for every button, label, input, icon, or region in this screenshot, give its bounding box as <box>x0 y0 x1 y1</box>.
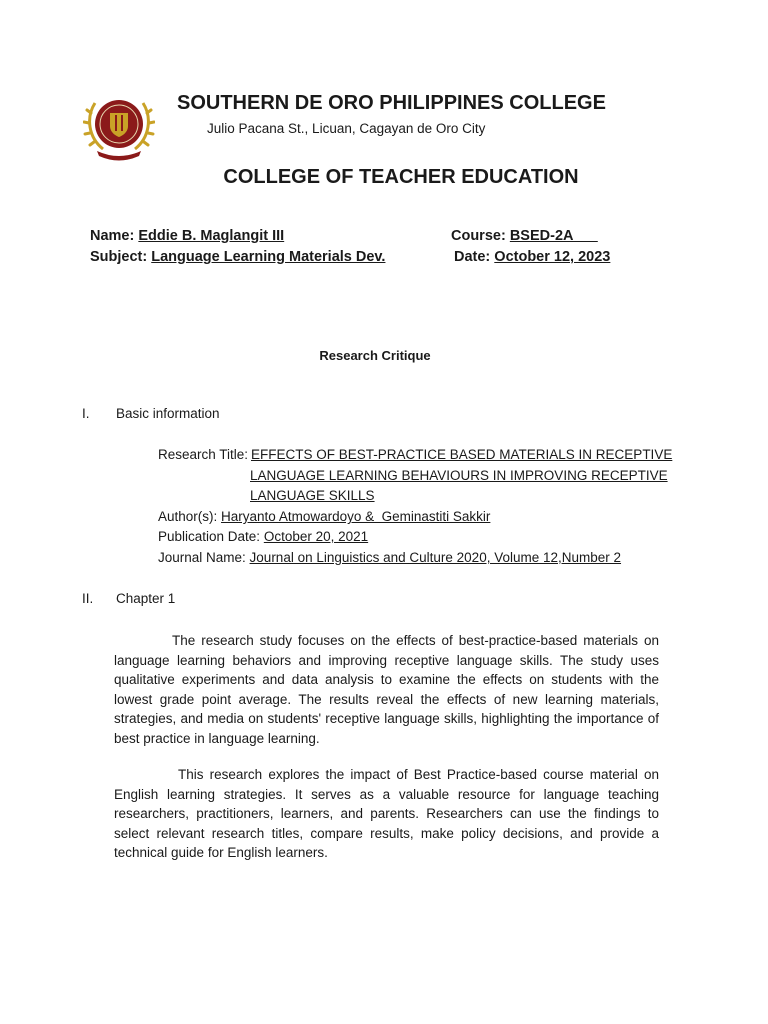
journal-value: Journal on Linguistics and Culture 2020, Volume 12,Number 2 <box>249 550 622 565</box>
course-field <box>451 228 598 244</box>
publication-date-value: October 20, 2021 <box>263 529 369 544</box>
section-number: II. <box>82 591 94 606</box>
paragraph: This research explores the impact of Best Practice-based course material on English learning strategies. It serves as a valuable resource for language teaching researchers, practitioners, learners, and parents. Researchers can use the findings to select relevant research titles, compare results, make policy decisions, and provide a technical guide for English learners. <box>114 767 659 861</box>
department-title: COLLEGE OF TEACHER EDUCATION <box>223 166 579 188</box>
name-field <box>90 228 284 244</box>
subject-field <box>90 249 385 265</box>
subject-label: Subject: <box>90 249 152 265</box>
journal-field <box>158 550 621 565</box>
subject-value: Language Learning Materials Dev. <box>151 249 386 265</box>
publication-date-label: Publication Date: <box>158 529 264 544</box>
section-title-chapter-1: Chapter 1 <box>116 591 176 606</box>
name-value: Eddie B. Maglangit III <box>138 228 285 244</box>
course-label: Course: <box>451 228 510 244</box>
research-title-line: EFFECTS OF BEST-PRACTICE BASED MATERIALS IN RECEPTIVE <box>251 447 673 462</box>
section-title-basic-info: Basic information <box>116 406 220 421</box>
research-title-label: Research Title: <box>158 447 249 462</box>
paragraph: The research study focuses on the effects of best-practice-based materials on language learning behaviors and improving receptive language skills. The study uses qualitative experiments and data analysis to examine the effects on students with the lowest grade point average. The results reveal the effects of new learning materials, strategies, and media on students' receptive language skills, highlighting the importance of best practice in language learning. <box>114 633 659 746</box>
publication-date-field <box>158 529 368 544</box>
college-address: Julio Pacana St., Licuan, Cagayan de Oro City <box>207 121 486 136</box>
document-title: Research Critique <box>319 348 431 363</box>
college-name: SOUTHERN DE ORO PHILIPPINES COLLEGE <box>177 92 606 114</box>
authors-value: Haryanto Atmowardoyo & Geminastiti Sakkir <box>221 509 491 524</box>
research-title-line: LANGUAGE LEARNING BEHAVIOURS IN IMPROVING RECEPTIVE <box>250 468 668 483</box>
research-title-line: LANGUAGE SKILLS <box>250 488 375 503</box>
date-field <box>454 249 610 265</box>
college-seal-icon <box>83 93 155 161</box>
name-label: Name: <box>90 228 139 244</box>
date-value: October 12, 2023 <box>494 249 611 265</box>
journal-label: Journal Name: <box>158 550 250 565</box>
section-number: I. <box>82 406 90 421</box>
authors-field <box>158 509 490 524</box>
authors-label: Author(s): <box>158 509 222 524</box>
date-label: Date: <box>454 249 495 265</box>
course-value: BSED-2A___ <box>509 228 598 244</box>
